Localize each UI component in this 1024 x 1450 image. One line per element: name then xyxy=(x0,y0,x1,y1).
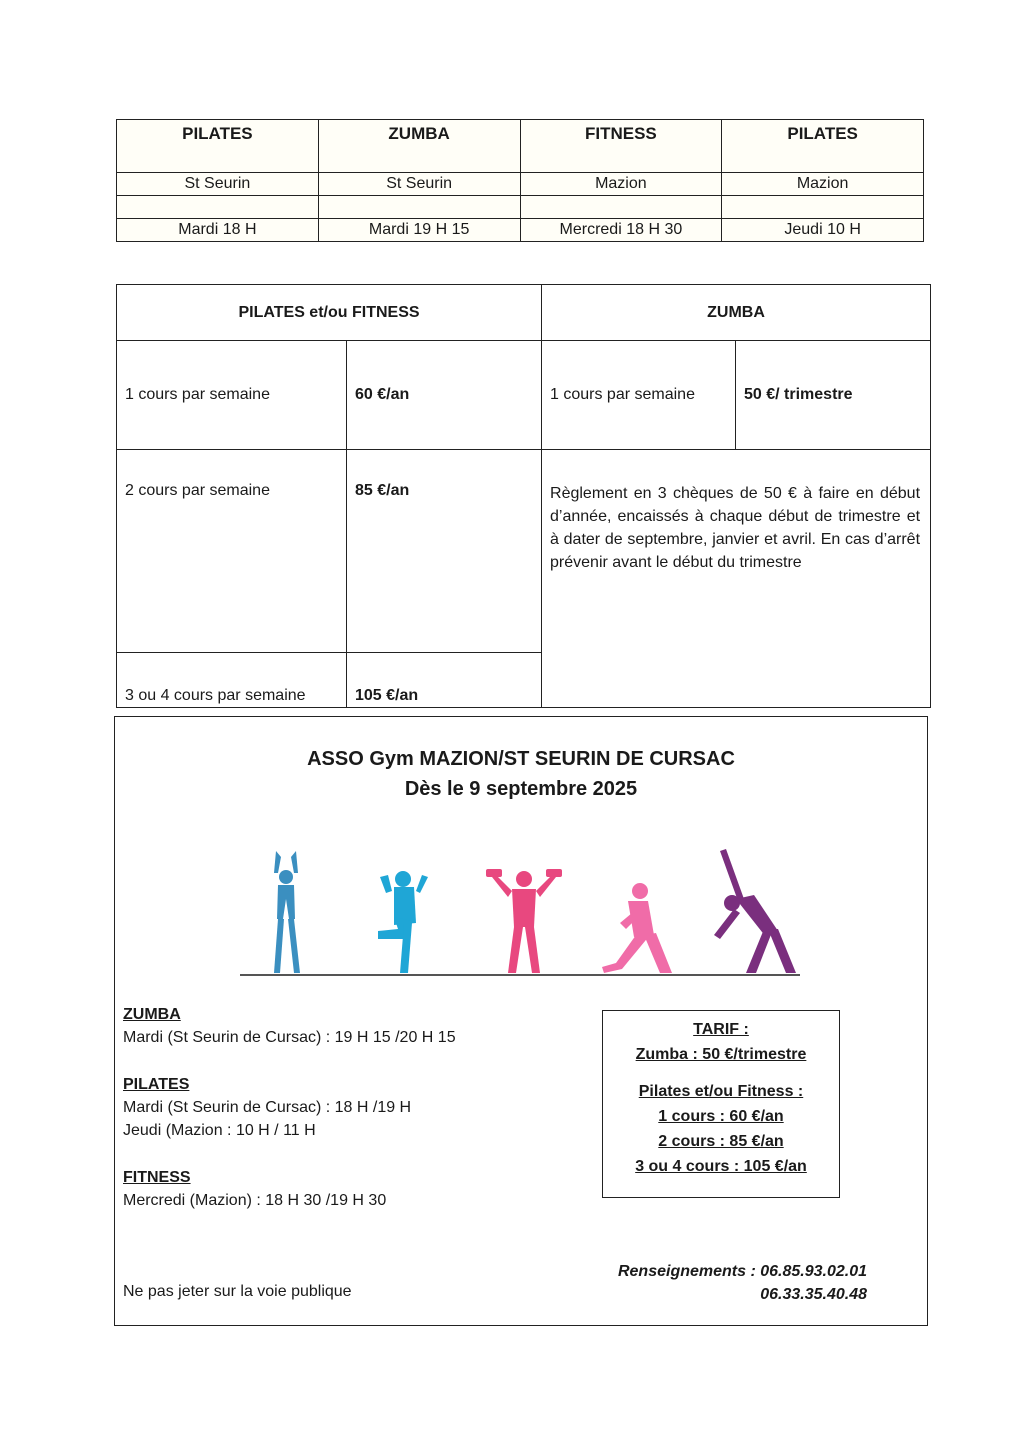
pricing-price: 85 €/an xyxy=(347,450,542,653)
schedule-time-cell: Mercredi 18 H 30 xyxy=(520,219,722,242)
schedule-time-row xyxy=(117,219,924,242)
schedule-header-row xyxy=(117,120,924,173)
schedule-time-cell: Jeudi 10 H xyxy=(722,219,924,242)
pricing-table xyxy=(116,284,931,708)
figure-knee-raise-icon xyxy=(378,871,428,973)
schedule-empty-cell xyxy=(722,196,924,219)
schedule-header-cell: PILATES xyxy=(117,120,319,173)
schedule-location-cell: St Seurin xyxy=(117,173,319,196)
figure-side-stretch-icon xyxy=(714,849,796,973)
pricing-label: 1 cours par semaine xyxy=(117,341,347,450)
contact-phone-1: Renseignements : 06.85.93.02.01 xyxy=(617,1263,867,1280)
exercise-figures-illustration xyxy=(240,847,800,979)
schedule-time-cell: Mardi 18 H xyxy=(117,219,319,242)
schedule-header-cell: ZUMBA xyxy=(318,120,520,173)
zumba-label: 1 cours par semaine xyxy=(542,341,736,450)
pricing-price: 105 €/an xyxy=(347,653,542,708)
schedule-location-cell: St Seurin xyxy=(318,173,520,196)
schedule-location-cell: Mazion xyxy=(520,173,722,196)
flyer-title: ASSO Gym MAZION/ST SEURIN DE CURSAC xyxy=(307,748,735,770)
schedule-header-cell: PILATES xyxy=(722,120,924,173)
schedule-location-cell: Mazion xyxy=(722,173,924,196)
schedule-table xyxy=(116,119,924,242)
pilates-block xyxy=(123,1073,456,1142)
flyer-title-block xyxy=(115,744,927,804)
tarif-pilates-fitness-heading: Pilates et/ou Fitness : xyxy=(638,1083,804,1100)
figure-arms-up-icon xyxy=(274,851,300,973)
figure-dumbbells-icon xyxy=(486,869,562,973)
zumba-heading: ZUMBA xyxy=(123,1006,181,1023)
pilates-time-line: Jeudi (Mazion : 10 H / 11 H xyxy=(123,1122,316,1139)
schedule-time-cell: Mardi 19 H 15 xyxy=(318,219,520,242)
pilates-heading: PILATES xyxy=(123,1076,190,1093)
footer-note: Ne pas jeter sur la voie publique xyxy=(123,1283,352,1300)
tarif-zumba: Zumba : 50 €/trimestre xyxy=(635,1046,807,1063)
tarif-line: 1 cours : 60 €/an xyxy=(658,1108,784,1125)
class-schedule-list xyxy=(123,1003,456,1236)
fitness-block xyxy=(123,1166,456,1212)
tarif-heading: TARIF : xyxy=(693,1021,749,1038)
tarif-line: 3 ou 4 cours : 105 €/an xyxy=(635,1158,807,1175)
pilates-fitness-header: PILATES et/ou FITNESS xyxy=(117,285,542,341)
zumba-time-line: Mardi (St Seurin de Cursac) : 19 H 15 /20 H 15 xyxy=(123,1029,456,1046)
tarif-line: 2 cours : 85 €/an xyxy=(658,1133,784,1150)
flyer-subtitle: Dès le 9 septembre 2025 xyxy=(404,778,638,800)
schedule-empty-cell xyxy=(117,196,319,219)
schedule-empty-cell xyxy=(318,196,520,219)
contact-phone-2: 06.33.35.40.48 xyxy=(760,1286,867,1303)
tarif-box xyxy=(602,1010,840,1198)
zumba-header: ZUMBA xyxy=(542,285,931,341)
fitness-heading: FITNESS xyxy=(123,1169,191,1186)
pricing-price: 60 €/an xyxy=(347,341,542,450)
zumba-block xyxy=(123,1003,456,1049)
schedule-header-cell: FITNESS xyxy=(520,120,722,173)
contact-info xyxy=(618,1260,867,1306)
pilates-time-line: Mardi (St Seurin de Cursac) : 18 H /19 H xyxy=(123,1099,412,1116)
zumba-price: 50 €/ trimestre xyxy=(736,341,931,450)
pricing-label: 2 cours par semaine xyxy=(117,450,347,653)
fitness-time-line: Mercredi (Mazion) : 18 H 30 /19 H 30 xyxy=(123,1192,387,1209)
schedule-empty-cell xyxy=(520,196,722,219)
pricing-label: 3 ou 4 cours par semaine xyxy=(117,653,347,708)
schedule-location-row xyxy=(117,173,924,196)
schedule-empty-row xyxy=(117,196,924,219)
zumba-payment-note: Règlement en 3 chèques de 50 € à faire en début d’année, encaissés à chaque début de trimestre et à dater de septembre, janvier et avril. En cas d’arrêt prévenir avant le début du trimestre xyxy=(542,450,931,708)
flyer-box xyxy=(114,716,928,1326)
figure-lunge-icon xyxy=(602,883,672,973)
